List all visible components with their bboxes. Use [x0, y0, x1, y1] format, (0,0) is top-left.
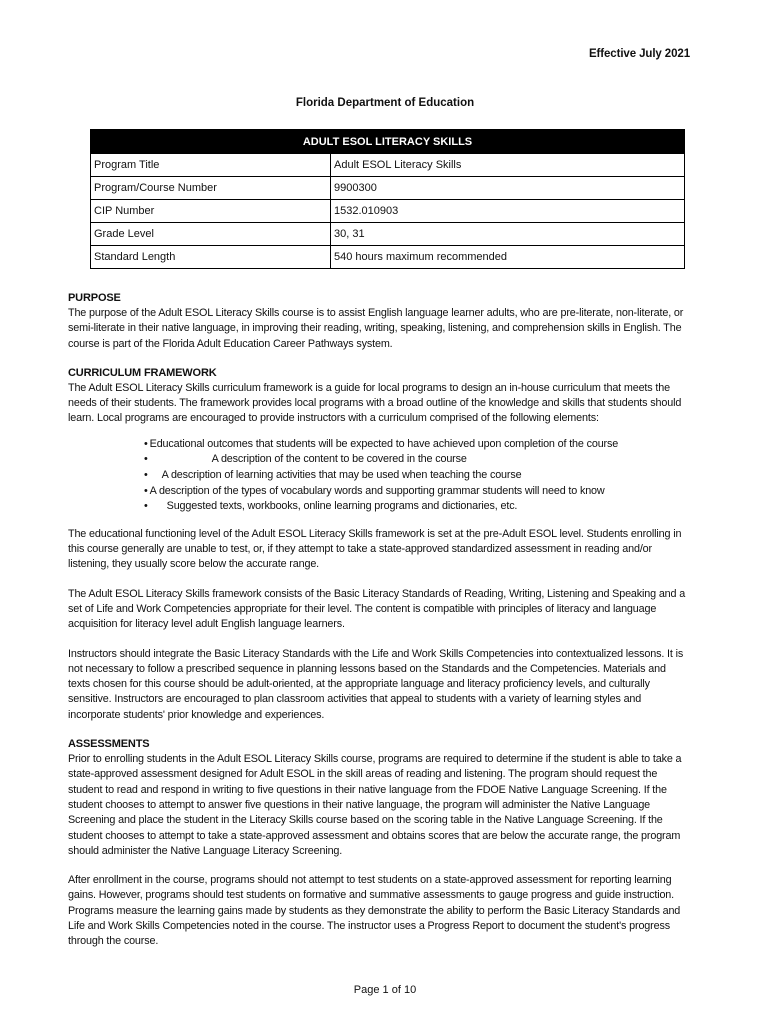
program-info-table — [90, 129, 685, 269]
table-title: ADULT ESOL LITERACY SKILLS — [91, 130, 685, 154]
row-value: 1532.010903 — [331, 200, 685, 223]
bullet-icon: • — [144, 468, 148, 481]
curriculum-paragraph: The Adult ESOL Literacy Skills framework consists of the Basic Literacy Standards of Reading, Writing, Listening and Speaking and a set of Life and Work Competencies appropriate for their level. The content is compatible with principles of literacy and language acquisition for literacy level adult English language learners. — [68, 587, 686, 631]
list-item-text: A description of learning activities that may be used when teaching the course — [161, 468, 522, 481]
organization-title: Florida Department of Education — [295, 97, 475, 109]
bullet-icon: • — [144, 484, 148, 497]
curriculum-paragraph: The educational functioning level of the Adult ESOL Literacy Skills framework is set at the pre-Adult ESOL level. Students enrolling in this course generally are unable to test, or, if they attempt to take a state-approved standardized assessment in reading and/or listening, they usually score below the accurate range. — [68, 527, 682, 571]
table-row — [91, 177, 685, 200]
row-value: 30, 31 — [331, 223, 685, 246]
bullet-icon: • — [144, 500, 148, 513]
row-value: Adult ESOL Literacy Skills — [331, 154, 685, 177]
list-item — [144, 437, 690, 453]
page-number: Page 1 of 10 — [353, 984, 417, 996]
effective-date: Effective July 2021 — [588, 48, 690, 60]
row-label: Program/Course Number — [91, 177, 331, 200]
curriculum-elements-list — [68, 437, 690, 515]
bullet-icon: • — [144, 437, 148, 450]
list-item — [144, 499, 690, 515]
list-item — [144, 468, 690, 484]
row-label: Standard Length — [91, 246, 331, 269]
list-item-text: A description of the types of vocabulary words and supporting grammar students will need to know — [149, 484, 605, 497]
curriculum-paragraph: Instructors should integrate the Basic Literacy Standards with the Life and Work Skills Competencies into contextualized lessons. It is not necessary to follow a prescribed sequence in planning lessons based on the Standards and the Competencies. Materials and texts chosen for this course should be adult-oriented, at the appropriate language and literacy proficiency levels, and culturally sensitive. Instructors are encouraged to plan classroom activities that appeal to students with a variety of learning styles and incorporate students' prior knowledge and experiences. — [68, 647, 684, 721]
purpose-heading: PURPOSE — [68, 292, 121, 304]
assessments-paragraph: Prior to enrolling students in the Adult ESOL Literacy Skills course, programs are required to determine if the student is able to take a state-approved assessment designed for Adult ESOL in the skill areas of reading and listening. The program should request the student to read and respond in writing to five questions in their native language from the FDOE Native Language Screening. If the student chooses to attempt to answer five questions in their native language, the program will administer the Native Language Screening and place the student in the Literacy Skills course based on the scoring table in the Native Language Screening. If the student chooses to attempt to take a state-approved assessment and obtains scores that are below the accurate range, the program should administer the Native Language Literacy Screening. — [68, 753, 682, 857]
table-row — [91, 154, 685, 177]
table-row — [91, 200, 685, 223]
row-label: Grade Level — [91, 223, 331, 246]
list-item-text: Educational outcomes that students will be expected to have achieved upon completion of the course — [149, 437, 619, 450]
table-row — [91, 223, 685, 246]
list-item-text: Suggested texts, workbooks, online learning programs and dictionaries, etc. — [166, 500, 518, 513]
bullet-icon: • — [144, 453, 148, 466]
row-value: 9900300 — [331, 177, 685, 200]
assessments-paragraph: After enrollment in the course, programs should not attempt to test students on a state-approved assessment for reporting learning gains. However, programs should test students on formative and summative assessments to gauge progress and guide instruction. Programs measure the learning gains made by students as they demonstrate the ability to perform the Basic Literacy Standards and Life and Work Skills Competencies noted in the course. The instructor uses a Progress Report to document the student's progress through the course. — [68, 874, 681, 948]
assessments-heading: ASSESSMENTS — [68, 738, 150, 751]
row-label: Program Title — [91, 154, 331, 177]
curriculum-intro: The Adult ESOL Literacy Skills curriculum framework is a guide for local programs to design an in-house curriculum that meets the needs of their students. The framework provides local programs with a broad outline of the knowledge and skills that students should learn. Local programs are encouraged to provide instructors with a curriculum comprised of the following elements: — [68, 381, 682, 425]
purpose-text: The purpose of the Adult ESOL Literacy Skills course is to assist English language learner adults, who are pre-literate, non-literate, or semi-literate in their native language, in improving their reading, writing, speaking, listening, and comprehension skills in English. The course is part of the Florida Adult Education Career Pathways system. — [68, 307, 684, 350]
row-value: 540 hours maximum recommended — [331, 246, 685, 269]
row-label: CIP Number — [91, 200, 331, 223]
curriculum-heading: CURRICULUM FRAMEWORK — [68, 366, 217, 379]
list-item — [144, 484, 690, 500]
list-item — [144, 452, 690, 468]
document-body — [68, 291, 690, 964]
table-row — [91, 246, 685, 269]
table-header-row — [91, 130, 685, 154]
list-item-text: A description of the content to be covered in the course — [211, 453, 467, 466]
